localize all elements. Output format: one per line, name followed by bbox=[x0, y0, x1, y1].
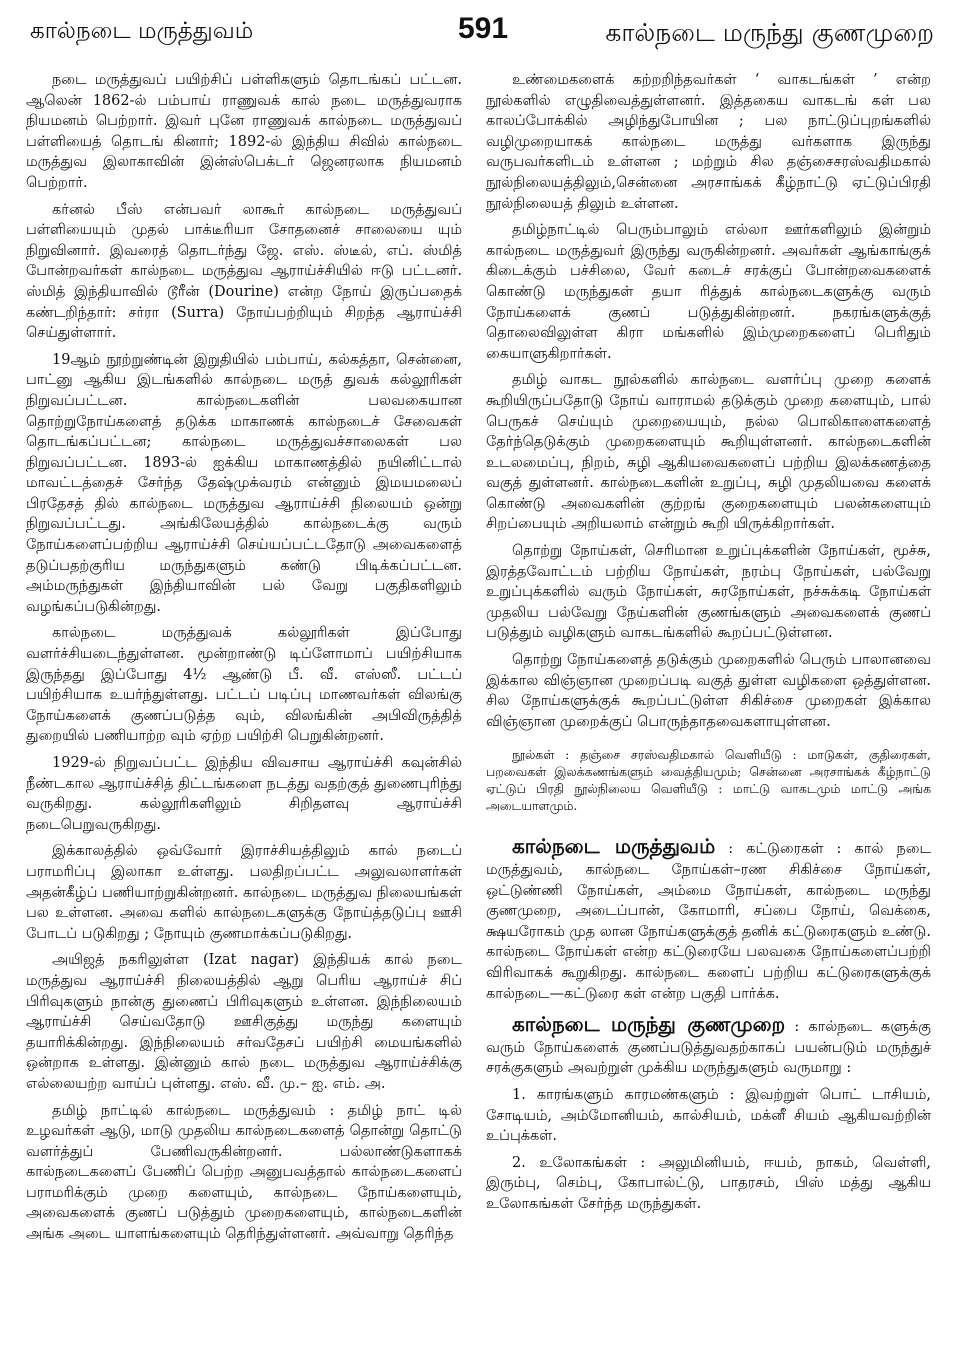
section-heading-drug-therapy: கால்நடை மருந்து குணமுறை bbox=[512, 1012, 786, 1037]
page-header bbox=[0, 0, 966, 70]
list-item: 2. உலோகங்கள் : அலுமினியம், ஈயம், நாகம், வெள்ளி, இரும்பு, செம்பு, கோபால்ட்டு, பாதரசம், பிஸ் மத்து ஆகிய உலோகங்கள் சேர்ந்த மருந்துகள். bbox=[486, 1154, 931, 1212]
left-paragraph-6: இக்காலத்தில் ஒவ்வோர் இராச்சியத்திலும் கால் நடைப் பராமரிப்பு இலாகா உள்ளது. பலதிறப்பட்ட அலுவலாளர்கள் அதன்கீழ்ப் பணியாற்றுகின்றனர். கால்நடை மருத்துவ நிலையங்கள் பல உள்ளன. அவை களில் கால்நடைகளுக்கு நோய்த்தடுப்பு ஊசி போடப் படுகிறது ; நோயும் குணமாக்கப்படுகிறது. bbox=[26, 843, 462, 942]
section-veterinary-medicine bbox=[486, 836, 931, 1004]
right-paragraph-4: தொற்று நோய்கள், செரிமான உறுப்புக்களின் நோய்கள், மூச்சு, இரத்தவோட்டம் பற்றிய நோய்கள், நரம்பு நோய்கள், பல்வேறு உறுப்புக்களில் வரும் நோய்கள், சுரநோய்கள், நச்சுக்கடி நோய்கள் முதலிய பல்வேறு நேய்களின் குணங்களும் அவைகளைக் குணப் படுத்தும் வழிகளும் வாகடங்களில் கூறப்பட்டுள்ளன. bbox=[486, 543, 931, 642]
left-paragraph-2: கர்னல் பீஸ் என்பவர் லாகூர் கால்நடை மருத்துவப் பள்ளியையும் முதல் பாக்டீரியா சோதனைச் சாலையை யும் நிறுவினார். இவரைத் தொடர்ந்து ஜே. எஸ். ஸ்டீல், எப். ஸ்மித் போன்றவர்கள் கால்நடை மருத்துவ ஆராய்ச்சியில் ஈடு பட்டனர். ஸ்மித் இந்தியாவில் டூரீன் (Dourine) என்ற நோய் இருப்பதைக் கண்டறிந்தார்: சர்ரா (Surra) நோய்பற்றியும் சிறந்த ஆராய்ச்சி செய்துள்ளார். bbox=[26, 201, 462, 342]
right-column bbox=[486, 70, 931, 1350]
left-paragraph-1: நடை மருத்துவப் பயிற்சிப் பள்ளிகளும் தொடங்கப் பட்டன. ஆலென் 1862-ல் பம்பாய் ராணுவக் கால் நடை மருத்துவராக நியமனம் பெற்றார். இவர் புனே ராணுவக் கால்நடை மருத்துவப் பள்ளியைத் தொடங் கினார்; 1892-ல் இந்திய சிவில் கால்நடை மருத்துவ இலாகாவின் இன்ஸ்பெக்டர் ஜெனரலாக நியமனம் பெற்றார். bbox=[26, 72, 462, 191]
section-heading-veterinary-medicine: கால்நடை மருத்துவம் bbox=[512, 834, 716, 859]
left-paragraph-3: 19ஆம் நூற்றுண்டின் இறுதியில் பம்பாய், கல்கத்தா, சென்னை, பாட்னு ஆகிய இடங்களில் கால்நடை மருத் துவக் கல்லூரிகள் நிறுவப்பட்டன. கால்நடைகளின் பலவகையான தொற்றுநோய்களைத் தடுக்க மாகாணக் கால்நடைச் சேவைகள் தொடங்கப்பட்டன; கால்நடை மருத்துவச்சாலைகள் பல நிறுவப்பட்டன. 1893-ல் ஐக்கிய மாகாணத்தில் நயினிட்டால் மாவட்டத்தைச் சேர்ந்த தேஷ்முக்வரம் என்னும் இமயமலைப் பிரதேசத் தில் கால்நடை மருத்துவ ஆராய்ச்சி நிலையம் ஒன்று நிறுவப்பட்டது. அங்கிலேயத்தில் கால்நடைக்கு வரும் நோய்களைப்பற்றிய ஆராய்ச்சி செய்யப்பட்டதோடு அவைகளைத் தடுப்பதற்குரிய மருந்துகளும் கண்டு பிடிக்கப்பட்டன. அம்மருந்துகள் இந்தியாவின் பல் வேறு பகுதிகளிலும் வழங்கப்படுகின்றது. bbox=[26, 351, 462, 615]
left-paragraph-5: 1929-ல் நிறுவப்பட்ட இந்திய விவசாய ஆராய்ச்சி கவுன்சில் நீண்டகால ஆராய்ச்சித் திட்டங்களை நடத்து வதற்குத் துணைபுரிந்து வருகிறது. கல்லூரிகளிலும் சிறிதளவு ஆராய்ச்சி நடைபெறுவருகிறது. bbox=[26, 755, 462, 833]
references-note: நூல்கள் : தஞ்சை சரஸ்வதிமகால் வெளியீடு : மாடுகள், குதிரைகள், பறவைகள் இலக்கணங்களும் வைத்தியமும்; சென்னை அரசாங்கக் கீழ்நாட்டு ஏட்டுப் பிரதி நூல்நிலைய வெளியீடு : மாட்டு வாகடமும் மாட்டு அங்க அடையாளமும். bbox=[486, 747, 931, 814]
section-body-veterinary-medicine: : கட்டுரைகள் : கால் நடை மருத்துவம், கால்நடை நோய்கள்–ரண சிகிச்சை நோய்கள், ஒட்டுண்ணி நோய்கள், அம்மை நோய்கள், கால்நடை மருந்து குணமுறை, அடைப்பான், கோமாரி, சப்பை நோய், வெக்கை, க்ஷயரோகம் முத லான நோய்களுக்குத் தனிக் கட்டுரைகளும் உண்டு. கால்நடை நோய்கள் என்ற கட்டுரையே பலவகை நோய்களைப்பற்றி விரிவாகக் கூறுகிறது. கால்நடை களைப் பற்றிய கட்டுரைகளுக்குக் கால்நடை—கட்டுரை கள் என்ற பகுதி பார்க்க. bbox=[486, 841, 931, 1002]
left-paragraph-4: கால்நடை மருத்துவக் கல்லூரிகள் இப்போது வளர்ச்சியடைந்துள்ளன. மூன்றாண்டு டிப்ளோமாப் பயிற்சியாக இருந்தது இப்போது 4½ ஆண்டு பீ. வீ. எஸ்ஸீ. பட்டப் பயிற்சியாக உயர்ந்துள்ளது. பட்டப் படிப்பு மாணவர்கள் விலங்கு நோய்களைக் குணப்படுத்த வும், விலங்கின் அபிவிருத்தித் துறையில் பணியாற்ற வும் ஏற்ற பயிற்சி பெறுகின்றனர். bbox=[26, 625, 462, 745]
right-paragraph-1: உண்மைகளைக் கற்றறிந்தவர்கள் ‘ வாகடங்கள் ’ என்ற நூல்களில் எழுதிவைத்துள்ளனர். இத்தகைய வாகடங் கள் பல காலப்போக்கில் அழிந்துபோயின ; பல நாட்டுப்புறங்களில் வழிமுறையாகக் கால்நடை மருத்து வர்களாக இருந்து வருபவர்களிடம் உள்ளன ; மற்றும் சில தஞ்சைசரஸ்வதிமகால் நூல்நிலையத்திலும்,சென்னை அரசாங்கக் கீழ்நாட்டு ஏட்டுப்பிரதி நூல்நிலையத் திலும் உள்ளன. bbox=[486, 72, 931, 212]
right-paragraph-5: தொற்று நோய்களைத் தடுக்கும் முறைகளில் பெரும் பாலானவை இக்கால விஞ்ஞான முறைப்படி வகுத் துள்ள வழிகளை ஒத்துள்ளன. சில நோய்களுக்குக் கூறப்பட்டுள்ள சிகிச்சை முறைகள் இக்கால விஞ்ஞான முறைக்குப் பொருந்தாதவைகளாயுள்ளன. bbox=[486, 652, 931, 730]
list-item: 1. காரங்களும் காரமண்களும் : இவற்றுள் பொட் டாசியம், சோடியம், அம்மோனியம், கால்சியம், மக்னீ சியம் ஆகியவற்றின் உப்புக்கள். bbox=[486, 1086, 931, 1145]
right-paragraph-3: தமிழ் வாகட நூல்களில் கால்நடை வளர்ப்பு முறை களைக் கூறியிருப்பதோடு நோய் வாராமல் தடுக்கும் முறை களையும், பால் பெருகச் செய்யும் முறையையும், நல்ல பொலிகாளைகளைத் தேர்ந்தெடுக்கும் முறைகளையும் கூறியுள்ளனர். கால்நடைகளின் உடலமைப்பு, நிறம், சுழி ஆகியவைகளைப் பற்றிய இலக்கணத்தை வகுத் துள்ளனர். கால்நடைகளின் உறுப்பு, சுழி முதலியவை களைக் கொண்டு அவைகளின் குற்றங் குறைகளையும் பலன்களையும் சிறப்பையும் அறியலாம் என்றும் கூறி யிருக்கிறார்கள். bbox=[486, 372, 931, 533]
section-body-drug-therapy: : கால்நடை களுக்கு வரும் நோய்களைக் குணப்படுத்துவதற்காகப் பயன்படும் மருந்துச் சரக்குகளும் அவற்றுள் முக்கிய மருந்துகளும் வருமாறு : bbox=[486, 1019, 931, 1077]
left-paragraph-8: தமிழ் நாட்டில் கால்நடை மருத்துவம் : தமிழ் நாட் டில் உழவர்கள் ஆடு, மாடு முதலிய கால்நடைகளைத் தொன்று தொட்டு வளர்த்துப் பேணிவருகின்றனர். பல்லாண்டுகளாகக் கால்நடைகளைப் பேணிப் பெற்ற அனுபவத்தால் கால்நடைகளைப் பராமரிக்கும் முறை களையும், கால்நடை நோய்களையும், அவைகளைக் குணப் படுத்தும் முறைகளையும், கால்நடைகளின் அங்க அடை யாளங்களையும் தெரிந்துள்ளனர். அவ்வாறு தெரிந்த bbox=[26, 1102, 462, 1243]
left-column bbox=[26, 70, 462, 1350]
section-veterinary-drug-therapy bbox=[486, 1014, 931, 1214]
left-paragraph-7: அயிஜத் நகரிலுள்ள (Izat nagar) இந்தியக் கால் நடை மருத்துவ ஆராய்ச்சி நிலையத்தில் ஆறு பெரிய ஆராய்ச் சிப் பிரிவுகளும் நான்கு துணைப் பிரிவுகளும் உள்ளன. இந்நிலையம் ஆராய்ச்சி செய்வதோடு ஊசிகுத்து மருந்து களையும் தயாரிக்கின்றது. இந்நிலையம் சர்வதேசப் பயிற்சி மையங்களில் ஒன்றாக உள்ளது. இன்னும் கால் நடை மருத்துவ ஆராய்ச்சிக்கு எல்லையற்ற வாய்ப் புள்ளது. எஸ். வீ. மு.– ஐ. எம். அ. bbox=[26, 952, 462, 1092]
header-left-title: கால்நடை மருத்துவம் bbox=[30, 18, 254, 44]
page-number: 591 bbox=[457, 12, 509, 45]
header-right-title: கால்நடை மருந்து குணமுறை bbox=[605, 18, 934, 47]
right-paragraph-2: தமிழ்நாட்டில் பெரும்பாலும் எல்லா ஊர்களிலும் இன்றும் கால்நடை மருத்துவர் இருந்து வருகின்றனர். அவர்கள் ஆங்காங்குக் கிடைக்கும் பச்சிலை, வேர் கடைச் சரக்குப் போன்றவைகளைக் கொண்டு மருந்துகள் தயா ரித்துக் கால்நடைகளுக்கு வரும் நோய்களைக் குணப் படுத்துகின்றனர். நகரங்களுக்குத் தொலைவிலுள்ள கிரா மங்களில் இம்முறைகளைப் பெரிதும் கையாளுகிறார்கள். bbox=[486, 222, 931, 362]
